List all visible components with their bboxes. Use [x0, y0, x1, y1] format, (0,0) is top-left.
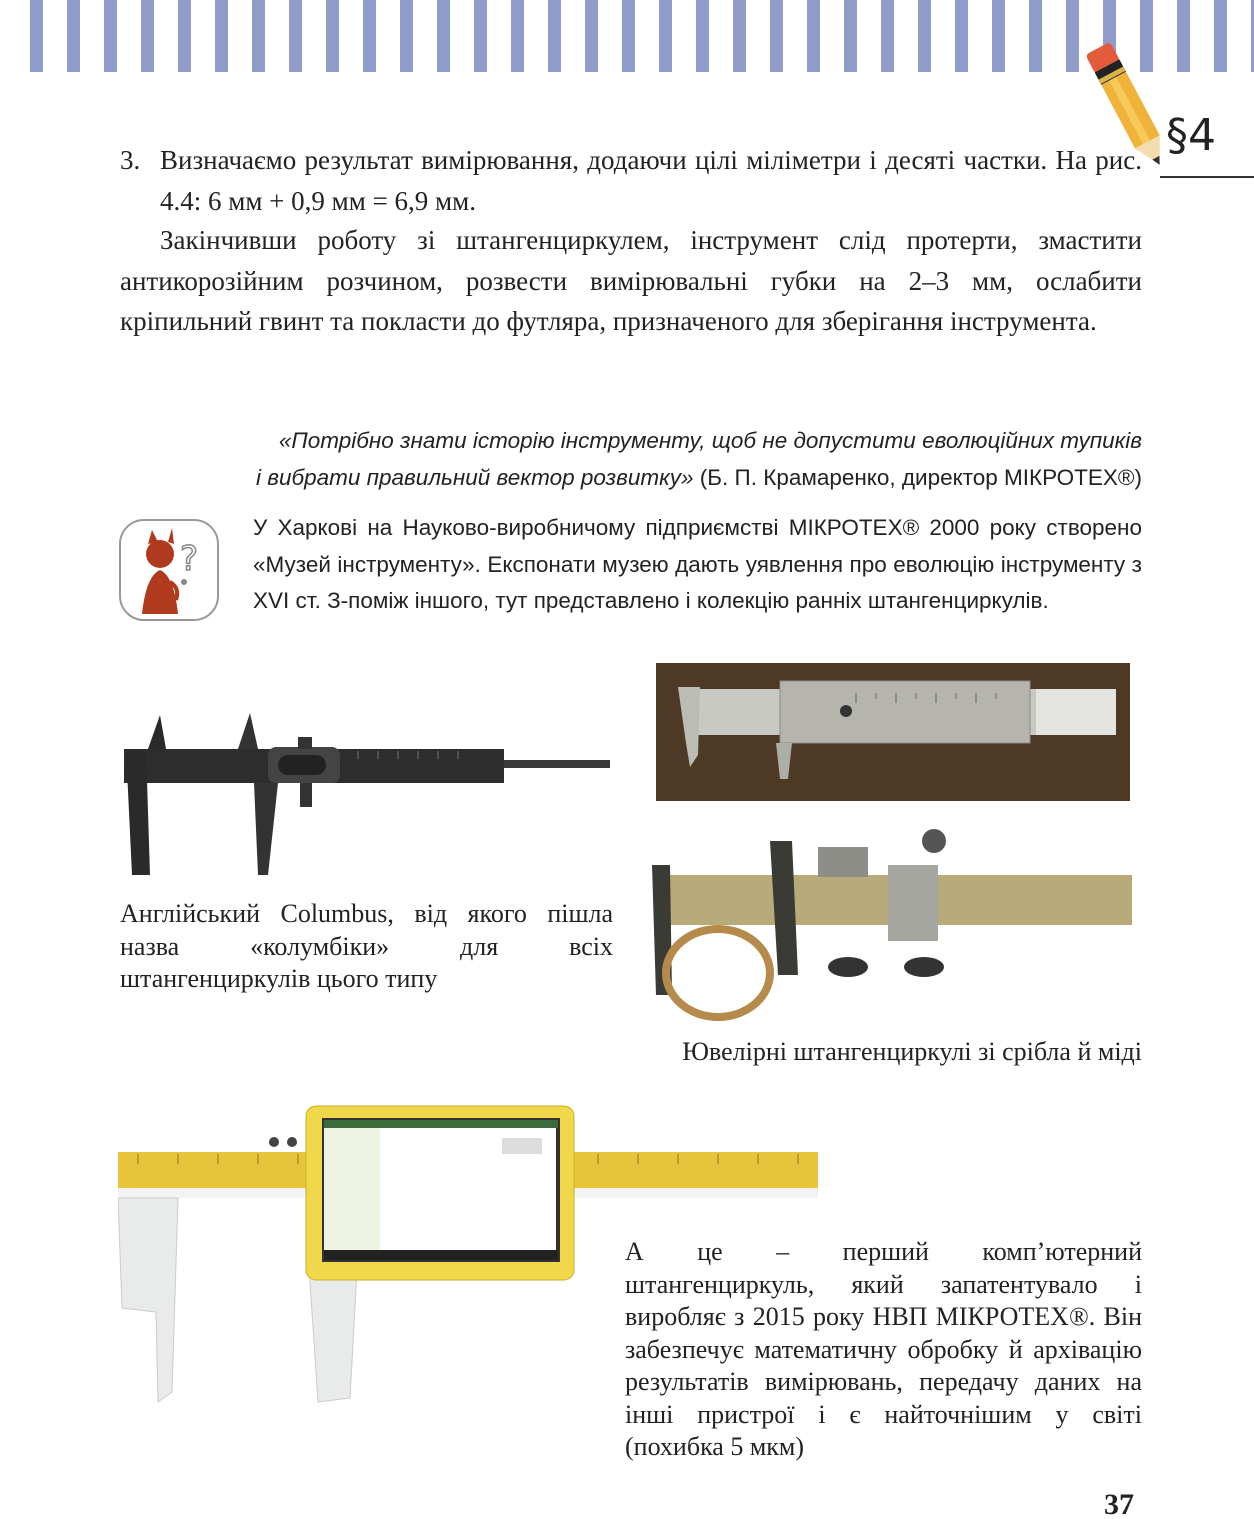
- step-3-paragraph: [120, 140, 1142, 221]
- quote-attribution: (Б. П. Крамаренко, директор МІКРОТЕХ®): [693, 465, 1142, 490]
- page-number: 37: [1104, 1488, 1134, 1519]
- quote-line-2: і вибрати правильний вектор розвитку»: [255, 465, 694, 490]
- columbus-caliper-image: [118, 705, 618, 880]
- columbus-caption: Англійський Columbus, від якого пішла назва «колумбіки» для всіх штангенциркулів цього типу: [120, 899, 613, 993]
- silver-caliper-image: [656, 663, 1130, 801]
- header-stripes-base: [30, 72, 1254, 74]
- quote-line-1: «Потрібно знати історію інструменту, щоб не допустити еволюційних тупиків: [278, 428, 1142, 453]
- digital-caption: А це – перший комп’ютерний штангенциркуль, який запатентувало і виробляє з 2015 року НВП МІКРОТЕХ®. Він забезпечує математичну обробку й архівацію результатів вимірювань, передачу даних на інші пристрої і є найточнішим у світі (похибка 5 мкм): [625, 1237, 1142, 1461]
- header-stripes: [30, 0, 1254, 72]
- jewelry-caliper-image: [648, 825, 1138, 1025]
- section-underline: [1160, 176, 1254, 178]
- svg-text:?: ?: [180, 539, 199, 579]
- epigraph-quote: [120, 422, 1142, 496]
- step-number: 3.: [120, 145, 141, 175]
- jewelry-caption: Ювелірні штангенциркулі зі срібла й міді: [682, 1037, 1142, 1066]
- after-work-paragraph: Закінчивши роботу зі штангенциркулем, інструмент слід протерти, змастити антикорозійним розчином, розвести вимірювальні губки на 2–3 мм, ослабити кріпильний гвинт та покласти до футляра, призначеного для зберігання інструмента.: [120, 225, 1142, 336]
- museum-info-text: У Харкові на Науково-виробничому підприємстві МІКРОТЕХ® 2000 року створено «Музей інструменту». Експонати музею дають уявлення про еволюцію інструменту з XVI ст. З-поміж іншого, тут представлено і колекцію ранніх штангенциркулів.: [253, 515, 1142, 613]
- thinking-figure-icon: [118, 518, 220, 622]
- step-text: Визначаємо результат вимірювання, додаючи цілі міліметри і десяті частки. На рис. 4.4: 6 мм + 0,9 мм = 6,9 мм.: [160, 145, 1142, 216]
- section-number: §4: [1166, 110, 1216, 161]
